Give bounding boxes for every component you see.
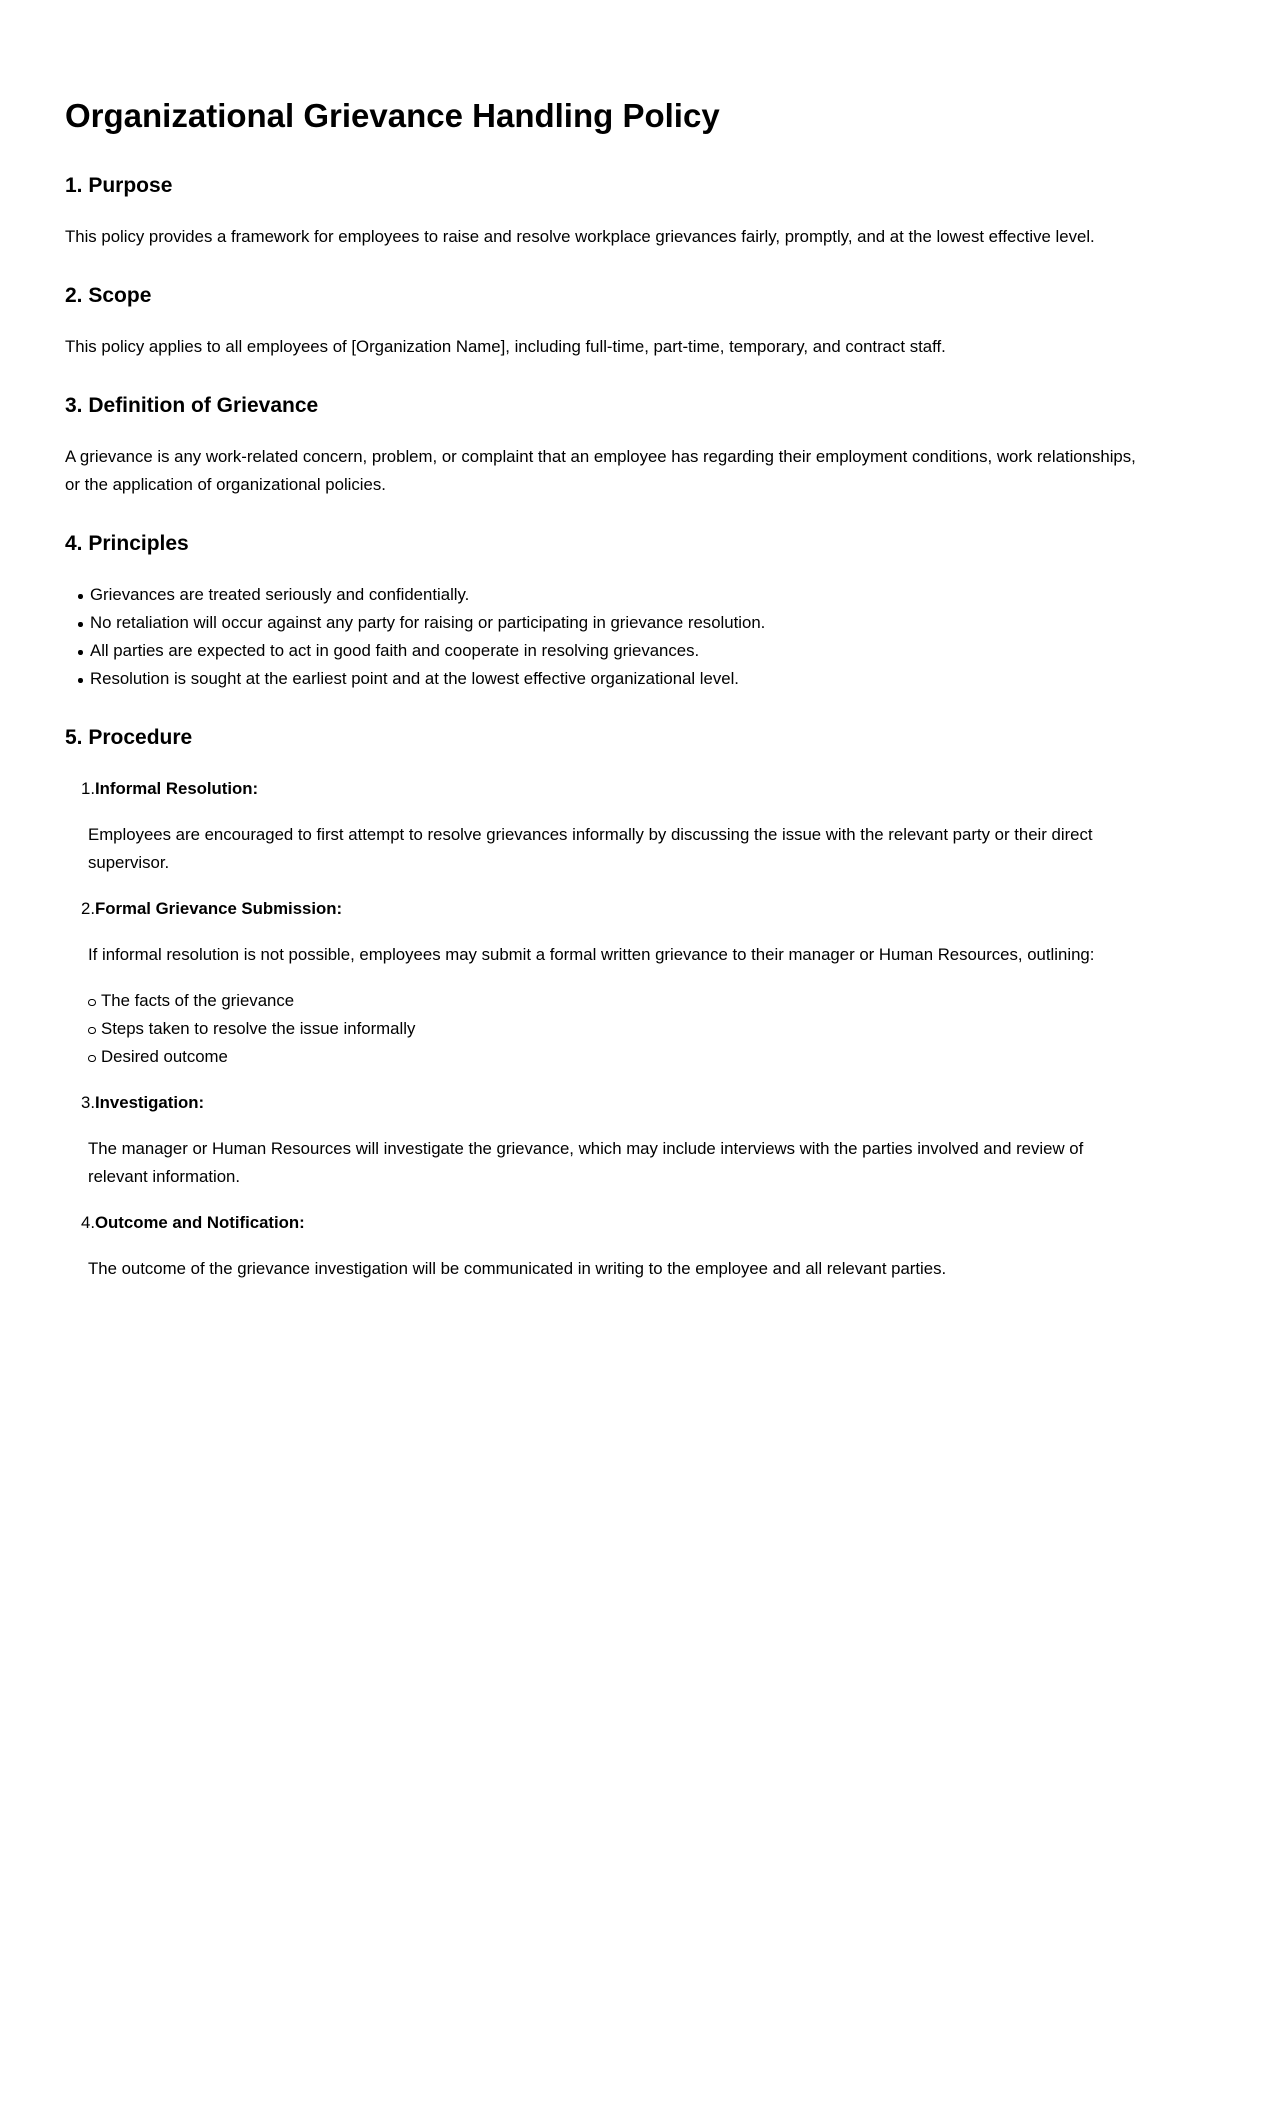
step-title: Outcome and Notification:	[95, 1213, 305, 1232]
section-heading-scope: 2. Scope	[65, 284, 152, 307]
step-number: 1.	[81, 779, 95, 798]
step-body	[65, 1255, 1145, 1283]
step-title: Formal Grievance Submission:	[95, 899, 343, 918]
list-item: Resolution is sought at the earliest point and at the lowest effective organizational level.	[65, 665, 1145, 693]
section-heading-purpose: 1. Purpose	[65, 174, 173, 197]
step-paragraph: The outcome of the grievance investigation will be communicated in writing to the employee and all relevant parties.	[88, 1259, 947, 1278]
step-title: Informal Resolution:	[95, 779, 259, 798]
document-title: Organizational Grievance Handling Policy	[65, 97, 720, 134]
step-paragraph: If informal resolution is not possible, employees may submit a formal written grievance to their manager or Human Resources, outlining:	[88, 945, 1095, 964]
step-number: 3.	[81, 1093, 95, 1112]
step-paragraph: The manager or Human Resources will investigate the grievance, which may include interviews with the parties involved and review of relevant information.	[88, 1139, 1084, 1186]
step-label	[65, 1089, 1145, 1117]
section-paragraph-purpose: This policy provides a framework for employees to raise and resolve workplace grievances fairly, promptly, and at the lowest effective level.	[65, 227, 1095, 246]
list-item: Desired outcome	[88, 1043, 1145, 1071]
section-heading-principles: 4. Principles	[65, 532, 189, 555]
procedure-step-outcome-notification	[65, 1209, 1145, 1283]
step-body	[65, 821, 1145, 877]
section-paragraph-definition: A grievance is any work-related concern, problem, or complaint that an employee has regarding their employment conditions, work relationships, or the application of organizational policies.	[65, 447, 1136, 494]
list-item: Steps taken to resolve the issue informally	[88, 1015, 1145, 1043]
step-body	[65, 1135, 1145, 1191]
procedure-step-investigation	[65, 1089, 1145, 1191]
step-label	[65, 775, 1145, 803]
section-paragraph-scope: This policy applies to all employees of [Organization Name], including full-time, part-time, temporary, and contract staff.	[65, 337, 946, 356]
step-label	[65, 895, 1145, 923]
step-paragraph: Employees are encouraged to first attempt to resolve grievances informally by discussing the issue with the relevant party or their direct supervisor.	[88, 825, 1093, 872]
step-title: Investigation:	[95, 1093, 205, 1112]
list-item: No retaliation will occur against any party for raising or participating in grievance resolution.	[65, 609, 1145, 637]
section-heading-procedure: 5. Procedure	[65, 726, 193, 749]
procedure-step-formal-submission	[65, 895, 1145, 1071]
step-label	[65, 1209, 1145, 1237]
list-item: Grievances are treated seriously and confidentially.	[65, 581, 1145, 609]
procedure-step-informal-resolution	[65, 775, 1145, 877]
list-item: All parties are expected to act in good faith and cooperate in resolving grievances.	[65, 637, 1145, 665]
step-number: 4.	[81, 1213, 95, 1232]
principles-list	[65, 581, 1145, 693]
step-number: 2.	[81, 899, 95, 918]
section-heading-definition: 3. Definition of Grievance	[65, 394, 319, 417]
grievance-outline-list	[88, 987, 1145, 1071]
list-item: The facts of the grievance	[88, 987, 1145, 1015]
step-body	[65, 941, 1145, 1071]
procedure-steps	[65, 775, 1145, 1283]
